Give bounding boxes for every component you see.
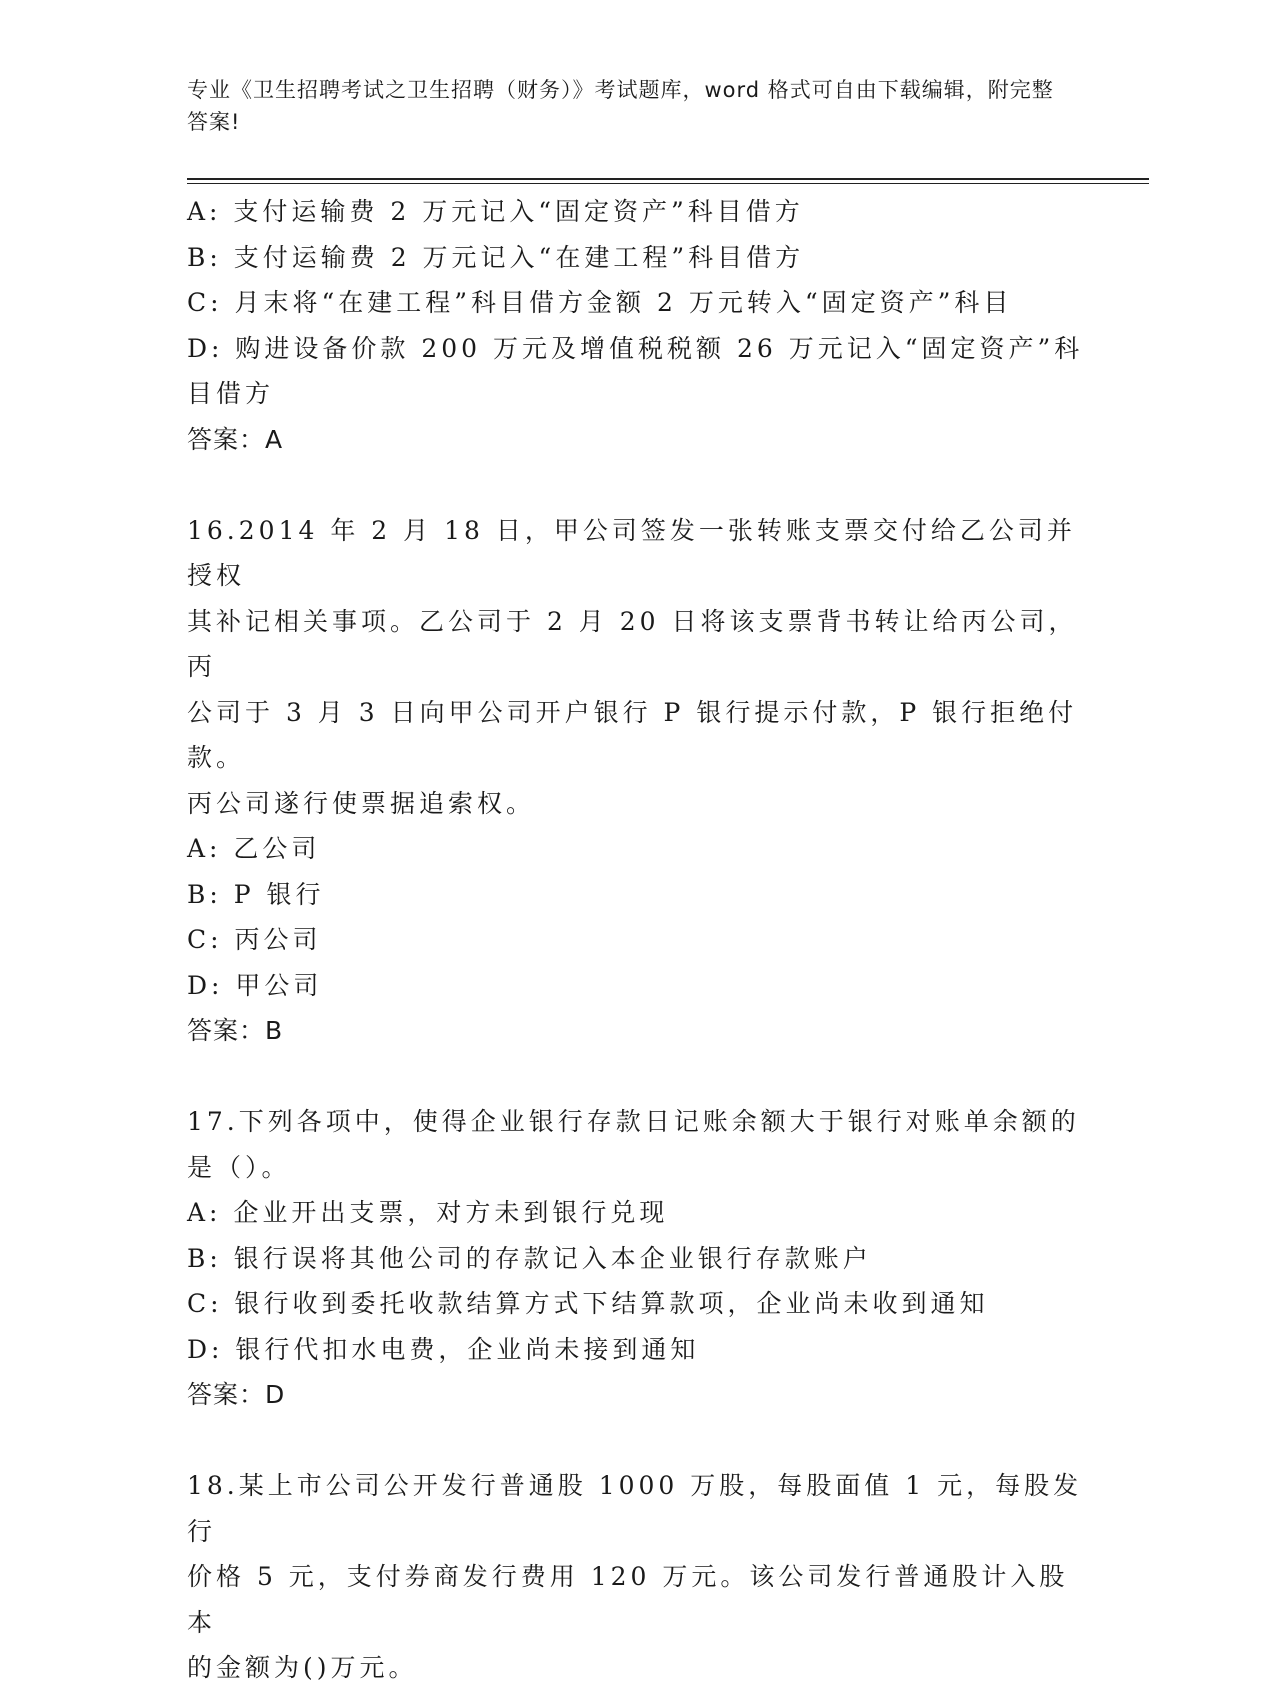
question-block-17: [187, 1099, 1087, 1418]
option-line: D: 甲公司: [187, 970, 323, 1000]
header-rule-thick: [187, 178, 1149, 180]
question-line: 丙公司遂行使票据追索权。: [187, 788, 536, 818]
question-block-16: [187, 508, 1087, 1054]
answer-line: 答案：B: [187, 1016, 284, 1045]
question-line: 公司于 3 月 3 日向甲公司开户银行 P 银行提示付款，P 银行拒绝付款。: [187, 697, 1078, 772]
question-line: 其补记相关事项。乙公司于 2 月 20 日将该支票背书转让给丙公司，丙: [187, 606, 1078, 681]
question-block-18: [187, 1463, 1087, 1691]
document-body: [187, 189, 1087, 1691]
option-line: A: 企业开出支票，对方未到银行兑现: [187, 1198, 669, 1227]
question-line: 价格 5 元，支付券商发行费用 120 万元。该公司发行普通股计入股本: [187, 1562, 1069, 1637]
question-line: 18.某上市公司公开发行普通股 1000 万股，每股面值 1 元，每股发行: [187, 1471, 1083, 1546]
question-block-15: [187, 189, 1087, 462]
option-line: B: P 银行: [187, 879, 325, 909]
option-line: C: 银行收到委托收款结算方式下结算款项，企业尚未收到通知: [187, 1289, 989, 1318]
block-gap: [187, 1418, 1087, 1464]
option-line: 目借方: [187, 379, 275, 408]
option-line: B: 银行误将其他公司的存款记入本企业银行存款账户: [187, 1243, 872, 1273]
document-header: 专业《卫生招聘考试之卫生招聘（财务）》考试题库，word 格式可自由下载编辑，附完整答案!: [187, 78, 1054, 134]
question-line: 16.2014 年 2 月 18 日，甲公司签发一张转账支票交付给乙公司并授权: [187, 515, 1076, 590]
option-line: D: 银行代扣水电费，企业尚未接到通知: [187, 1334, 700, 1364]
option-line: D: 购进设备价款 200 万元及增值税税额 26 万元记入“固定资产”科: [187, 333, 1084, 363]
option-line: B: 支付运输费 2 万元记入“在建工程”科目借方: [187, 242, 805, 272]
option-line: C: 月末将“在建工程”科目借方金额 2 万元转入“固定资产”科目: [187, 288, 1013, 317]
header-rule-thin: [187, 183, 1149, 184]
answer-line: 答案：A: [187, 424, 284, 454]
answer-line: 答案：D: [187, 1380, 286, 1409]
option-line: C: 丙公司: [187, 925, 322, 954]
question-line: 17.下列各项中，使得企业银行存款日记账余额大于银行对账单余额的: [187, 1107, 1080, 1136]
question-line: 的金额为()万元。: [187, 1653, 418, 1682]
question-line: 是（）。: [187, 1152, 291, 1182]
block-gap: [187, 1054, 1087, 1100]
block-gap: [187, 462, 1087, 508]
option-line: A: 支付运输费 2 万元记入“固定资产”科目借方: [187, 197, 804, 226]
option-line: A: 乙公司: [187, 834, 321, 863]
